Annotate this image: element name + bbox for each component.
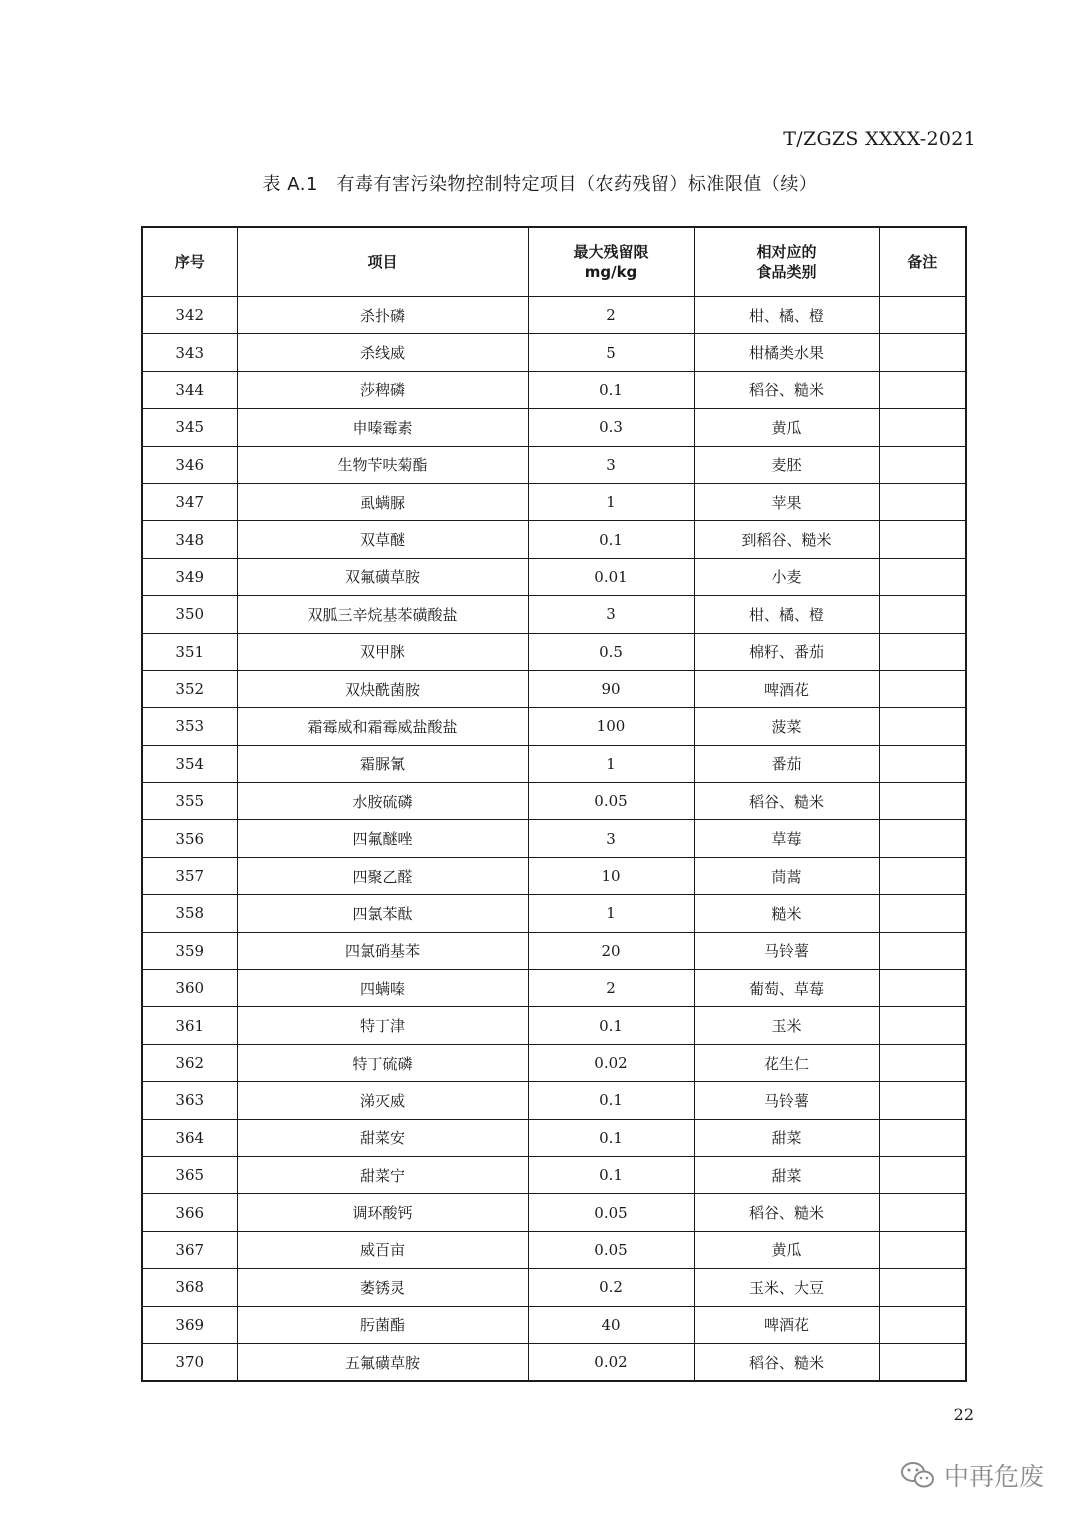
table-row — [142, 1044, 966, 1081]
cell-max-residue: 0.05 — [528, 783, 694, 820]
cell-max-residue: 90 — [528, 670, 694, 707]
cell-max-residue: 0.1 — [528, 1082, 694, 1119]
cell-index: 356 — [142, 820, 237, 857]
cell-food-category: 棉籽、番茄 — [694, 633, 879, 670]
cell-max-residue: 3 — [528, 596, 694, 633]
cell-index: 351 — [142, 633, 237, 670]
cell-index: 352 — [142, 670, 237, 707]
cell-index: 343 — [142, 334, 237, 371]
cell-remarks — [879, 521, 966, 558]
cell-food-category: 稻谷、糙米 — [694, 371, 879, 408]
cell-remarks — [879, 1119, 966, 1156]
cell-remarks — [879, 1156, 966, 1193]
cell-index: 350 — [142, 596, 237, 633]
cell-max-residue: 0.1 — [528, 1119, 694, 1156]
cell-max-residue: 40 — [528, 1306, 694, 1343]
cell-remarks — [879, 483, 966, 520]
col-header-item — [237, 227, 528, 297]
table-row — [142, 1007, 966, 1044]
cell-max-residue: 0.1 — [528, 1007, 694, 1044]
cell-max-residue: 0.2 — [528, 1269, 694, 1306]
table-row — [142, 1156, 966, 1193]
cell-remarks — [879, 1231, 966, 1268]
cell-max-residue: 2 — [528, 297, 694, 334]
cell-item: 杀扑磷 — [237, 297, 528, 334]
table-row — [142, 895, 966, 932]
cell-remarks — [879, 1007, 966, 1044]
cell-item: 甜菜安 — [237, 1119, 528, 1156]
table-body — [142, 297, 966, 1382]
cell-item: 威百亩 — [237, 1231, 528, 1268]
table-row — [142, 1082, 966, 1119]
table-header-row — [142, 227, 966, 297]
cell-index: 361 — [142, 1007, 237, 1044]
table-row — [142, 521, 966, 558]
col-header-line2: 食品类别 — [756, 263, 817, 281]
cell-max-residue: 2 — [528, 970, 694, 1007]
cell-item: 申嗪霉素 — [237, 409, 528, 446]
col-header-line1: 序号 — [174, 253, 205, 271]
table-row — [142, 820, 966, 857]
table-title: 表 A.1 有毒有害污染物控制特定项目（农药残留）标准限值（续） — [262, 174, 818, 195]
cell-max-residue: 20 — [528, 932, 694, 969]
cell-food-category: 番茄 — [694, 745, 879, 782]
cell-index: 367 — [142, 1231, 237, 1268]
cell-max-residue: 100 — [528, 708, 694, 745]
cell-remarks — [879, 857, 966, 894]
pesticide-residue-table — [141, 226, 967, 1382]
cell-max-residue: 0.01 — [528, 558, 694, 595]
cell-food-category: 草莓 — [694, 820, 879, 857]
document-code: T/ZGZS XXXX-2021 — [783, 128, 976, 150]
cell-remarks — [879, 970, 966, 1007]
cell-index: 358 — [142, 895, 237, 932]
table-row — [142, 1269, 966, 1306]
cell-index: 353 — [142, 708, 237, 745]
cell-index: 369 — [142, 1306, 237, 1343]
cell-food-category: 稻谷、糙米 — [694, 1194, 879, 1231]
cell-index: 346 — [142, 446, 237, 483]
cell-remarks — [879, 1082, 966, 1119]
cell-item: 虱螨脲 — [237, 483, 528, 520]
cell-remarks — [879, 932, 966, 969]
cell-item: 特丁津 — [237, 1007, 528, 1044]
table-row — [142, 1194, 966, 1231]
cell-food-category: 马铃薯 — [694, 932, 879, 969]
col-header-remarks — [879, 227, 966, 297]
cell-item: 萎锈灵 — [237, 1269, 528, 1306]
wechat-icon — [900, 1460, 936, 1490]
table-row — [142, 633, 966, 670]
cell-index: 363 — [142, 1082, 237, 1119]
table-row — [142, 1119, 966, 1156]
cell-food-category: 玉米 — [694, 1007, 879, 1044]
col-header-line2: mg/kg — [584, 263, 638, 281]
cell-index: 348 — [142, 521, 237, 558]
col-header-line1: 相对应的 — [756, 243, 817, 261]
cell-item: 杀线威 — [237, 334, 528, 371]
cell-item: 四氟醚唑 — [237, 820, 528, 857]
cell-remarks — [879, 1306, 966, 1343]
cell-index: 354 — [142, 745, 237, 782]
table-row — [142, 783, 966, 820]
cell-item: 甜菜宁 — [237, 1156, 528, 1193]
cell-item: 调环酸钙 — [237, 1194, 528, 1231]
cell-remarks — [879, 371, 966, 408]
cell-remarks — [879, 297, 966, 334]
table-row — [142, 1306, 966, 1343]
cell-food-category: 黄瓜 — [694, 409, 879, 446]
watermark — [900, 1457, 1044, 1493]
cell-remarks — [879, 596, 966, 633]
cell-food-category: 稻谷、糙米 — [694, 1343, 879, 1381]
cell-remarks — [879, 633, 966, 670]
table-row — [142, 970, 966, 1007]
cell-max-residue: 5 — [528, 334, 694, 371]
col-header-line1: 备注 — [907, 253, 938, 271]
cell-food-category: 到稻谷、糙米 — [694, 521, 879, 558]
cell-index: 366 — [142, 1194, 237, 1231]
cell-food-category: 葡萄、草莓 — [694, 970, 879, 1007]
cell-max-residue: 0.1 — [528, 371, 694, 408]
cell-food-category: 麦胚 — [694, 446, 879, 483]
cell-food-category: 稻谷、糙米 — [694, 783, 879, 820]
cell-max-residue: 3 — [528, 820, 694, 857]
cell-remarks — [879, 1044, 966, 1081]
col-header-max-residue — [528, 227, 694, 297]
cell-index: 370 — [142, 1343, 237, 1381]
cell-remarks — [879, 446, 966, 483]
cell-index: 344 — [142, 371, 237, 408]
cell-food-category: 甜菜 — [694, 1119, 879, 1156]
cell-item: 生物苄呋菊酯 — [237, 446, 528, 483]
cell-remarks — [879, 1343, 966, 1381]
cell-max-residue: 0.5 — [528, 633, 694, 670]
table-row — [142, 1343, 966, 1381]
page-number: 22 — [953, 1405, 974, 1424]
cell-max-residue: 0.1 — [528, 521, 694, 558]
cell-index: 360 — [142, 970, 237, 1007]
cell-max-residue: 3 — [528, 446, 694, 483]
table-row — [142, 1231, 966, 1268]
col-header-index — [142, 227, 237, 297]
cell-food-category: 小麦 — [694, 558, 879, 595]
table-row — [142, 446, 966, 483]
cell-food-category: 菠菜 — [694, 708, 879, 745]
cell-max-residue: 0.05 — [528, 1231, 694, 1268]
table-row — [142, 708, 966, 745]
cell-remarks — [879, 708, 966, 745]
cell-food-category: 柑、橘、橙 — [694, 596, 879, 633]
cell-item: 四聚乙醛 — [237, 857, 528, 894]
cell-max-residue: 0.05 — [528, 1194, 694, 1231]
table-row — [142, 334, 966, 371]
cell-item: 五氟磺草胺 — [237, 1343, 528, 1381]
cell-food-category: 花生仁 — [694, 1044, 879, 1081]
cell-max-residue: 1 — [528, 745, 694, 782]
cell-item: 莎稗磷 — [237, 371, 528, 408]
cell-item: 四氯硝基苯 — [237, 932, 528, 969]
table-row — [142, 409, 966, 446]
cell-max-residue: 0.02 — [528, 1044, 694, 1081]
cell-item: 双胍三辛烷基苯磺酸盐 — [237, 596, 528, 633]
cell-index: 347 — [142, 483, 237, 520]
cell-remarks — [879, 334, 966, 371]
cell-max-residue: 1 — [528, 895, 694, 932]
cell-food-category: 糙米 — [694, 895, 879, 932]
cell-item: 双炔酰菌胺 — [237, 670, 528, 707]
cell-item: 双氟磺草胺 — [237, 558, 528, 595]
cell-index: 359 — [142, 932, 237, 969]
cell-index: 345 — [142, 409, 237, 446]
cell-max-residue: 1 — [528, 483, 694, 520]
cell-food-category: 马铃薯 — [694, 1082, 879, 1119]
table-row — [142, 297, 966, 334]
cell-index: 362 — [142, 1044, 237, 1081]
cell-item: 肟菌酯 — [237, 1306, 528, 1343]
cell-remarks — [879, 1194, 966, 1231]
table-row — [142, 596, 966, 633]
cell-food-category: 黄瓜 — [694, 1231, 879, 1268]
col-header-line1: 项目 — [367, 253, 398, 271]
cell-food-category: 柑、橘、橙 — [694, 297, 879, 334]
table-row — [142, 857, 966, 894]
table-row — [142, 670, 966, 707]
cell-max-residue: 0.1 — [528, 1156, 694, 1193]
table-row — [142, 745, 966, 782]
cell-index: 342 — [142, 297, 237, 334]
cell-index: 365 — [142, 1156, 237, 1193]
cell-remarks — [879, 670, 966, 707]
cell-index: 349 — [142, 558, 237, 595]
table-row — [142, 371, 966, 408]
cell-food-category: 甜菜 — [694, 1156, 879, 1193]
col-header-food-category — [694, 227, 879, 297]
cell-remarks — [879, 745, 966, 782]
cell-index: 364 — [142, 1119, 237, 1156]
cell-remarks — [879, 409, 966, 446]
cell-food-category: 玉米、大豆 — [694, 1269, 879, 1306]
cell-food-category: 柑橘类水果 — [694, 334, 879, 371]
cell-food-category: 茼蒿 — [694, 857, 879, 894]
cell-max-residue: 10 — [528, 857, 694, 894]
cell-item: 双草醚 — [237, 521, 528, 558]
cell-remarks — [879, 820, 966, 857]
cell-food-category: 苹果 — [694, 483, 879, 520]
cell-item: 四螨嗪 — [237, 970, 528, 1007]
cell-index: 357 — [142, 857, 237, 894]
watermark-text: 中再危废 — [943, 1462, 1044, 1491]
cell-remarks — [879, 1269, 966, 1306]
cell-item: 涕灭威 — [237, 1082, 528, 1119]
cell-item: 霜霉威和霜霉威盐酸盐 — [237, 708, 528, 745]
cell-food-category: 啤酒花 — [694, 670, 879, 707]
cell-index: 355 — [142, 783, 237, 820]
table-row — [142, 932, 966, 969]
cell-item: 特丁硫磷 — [237, 1044, 528, 1081]
table-row — [142, 483, 966, 520]
cell-index: 368 — [142, 1269, 237, 1306]
cell-remarks — [879, 783, 966, 820]
cell-item: 双甲脒 — [237, 633, 528, 670]
col-header-line1: 最大残留限 — [573, 243, 649, 261]
cell-item: 霜脲氰 — [237, 745, 528, 782]
cell-max-residue: 0.3 — [528, 409, 694, 446]
table-row — [142, 558, 966, 595]
cell-max-residue: 0.02 — [528, 1343, 694, 1381]
cell-remarks — [879, 895, 966, 932]
cell-remarks — [879, 558, 966, 595]
cell-food-category: 啤酒花 — [694, 1306, 879, 1343]
cell-item: 水胺硫磷 — [237, 783, 528, 820]
cell-item: 四氯苯酞 — [237, 895, 528, 932]
